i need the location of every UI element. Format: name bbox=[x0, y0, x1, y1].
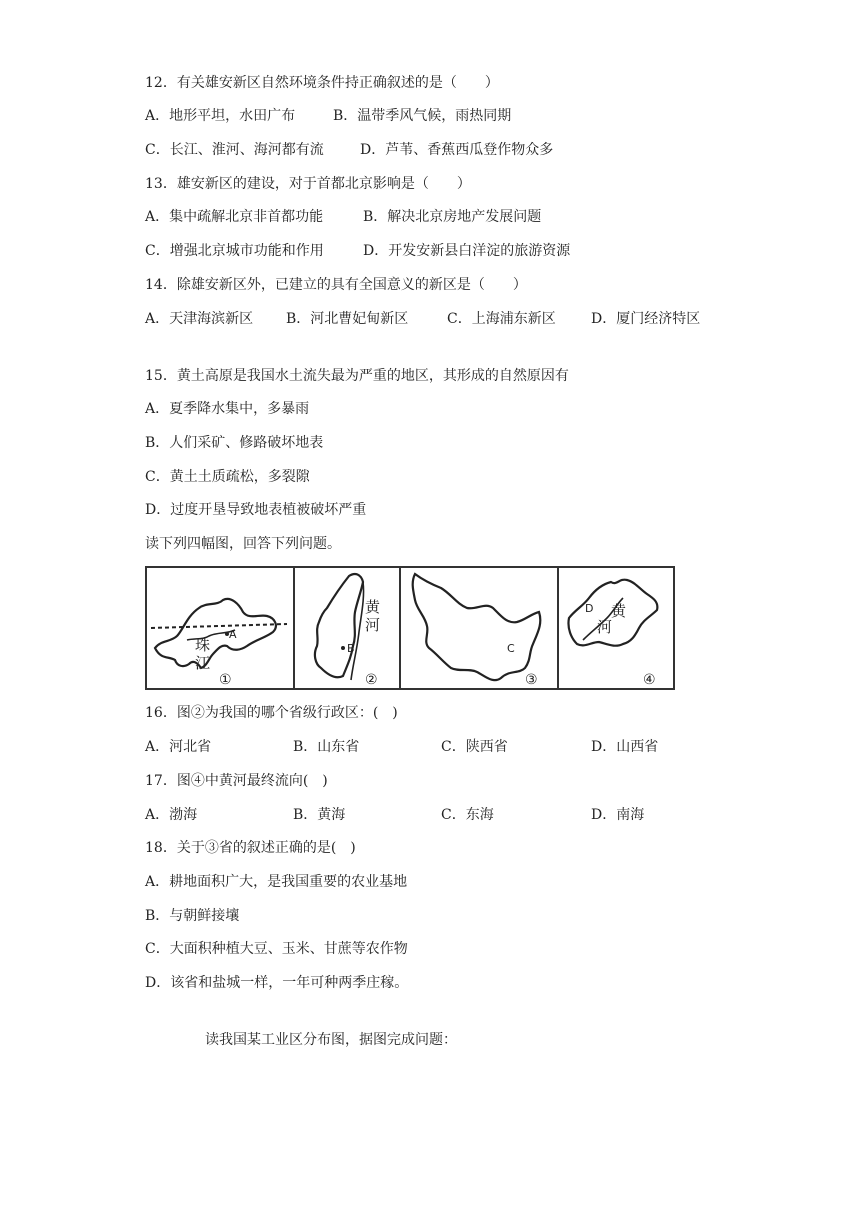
q12-option-d[interactable]: D．芦苇、香蕉西瓜登作物众多 bbox=[360, 142, 554, 158]
q16-option-b[interactable]: B．山东省 bbox=[293, 739, 360, 755]
q16-option-d[interactable]: D．山西省 bbox=[591, 739, 659, 755]
map4-label-he: 河 bbox=[597, 618, 613, 636]
maps-intro: 读下列四幅图，回答下列问题。 bbox=[145, 536, 341, 552]
q18-option-c[interactable]: C．大面积种植大豆、玉米、甘蔗等农作物 bbox=[145, 941, 408, 957]
q13-option-d[interactable]: D．开发安新县白洋淀的旅游资源 bbox=[363, 243, 571, 259]
q15-option-a[interactable]: A．夏季降水集中，多暴雨 bbox=[145, 401, 310, 417]
q16-stem: 16．图②为我国的哪个省级行政区：( ) bbox=[145, 705, 398, 721]
q16-option-c[interactable]: C．陕西省 bbox=[441, 739, 508, 755]
q13-option-c[interactable]: C．增强北京城市功能和作用 bbox=[145, 243, 324, 259]
q17-option-d[interactable]: D．南海 bbox=[591, 807, 645, 823]
q17-option-a[interactable]: A．渤海 bbox=[145, 807, 198, 823]
map4-label-d: D bbox=[585, 602, 594, 615]
q12-option-c[interactable]: C．长江、淮河、海河都有流 bbox=[145, 142, 324, 158]
map-panel-1 bbox=[147, 568, 295, 688]
map2-label-b: B bbox=[347, 642, 355, 655]
q13-stem: 13．雄安新区的建设，对于首都北京影响是（ ） bbox=[145, 176, 471, 192]
q15-stem: 15．黄土高原是我国水土流失最为严重的地区，其形成的自然原因有 bbox=[145, 368, 569, 384]
map4-number: ④ bbox=[643, 672, 656, 688]
map1-label-jiang: 江 bbox=[195, 654, 211, 672]
q14-option-a[interactable]: A．天津海滨新区 bbox=[145, 311, 254, 327]
q17-stem: 17．图④中黄河最终流向( ) bbox=[145, 773, 328, 789]
q15-option-d[interactable]: D．过度开垦导致地表植被破坏严重 bbox=[145, 502, 367, 518]
province-maps-figure bbox=[145, 566, 675, 690]
q14-option-d[interactable]: D．厦门经济特区 bbox=[591, 311, 701, 327]
map-shandong bbox=[559, 568, 673, 688]
q18-option-b[interactable]: B．与朝鲜接壤 bbox=[145, 908, 240, 924]
q15-option-b[interactable]: B．人们采矿、修路破坏地表 bbox=[145, 435, 324, 451]
q18-stem: 18．关于③省的叙述正确的是( ) bbox=[145, 840, 356, 856]
q18-option-d[interactable]: D．该省和盐城一样，一年可种两季庄稼。 bbox=[145, 975, 409, 991]
map-heilongjiang bbox=[401, 568, 557, 688]
map2-label-huang: 黄 bbox=[365, 598, 381, 616]
q13-option-a[interactable]: A．集中疏解北京非首都功能 bbox=[145, 209, 324, 225]
q15-option-c[interactable]: C．黄土土质疏松，多裂隙 bbox=[145, 469, 310, 485]
q14-option-c[interactable]: C．上海浦东新区 bbox=[447, 311, 556, 327]
q16-option-a[interactable]: A．河北省 bbox=[145, 739, 212, 755]
map-panel-3 bbox=[401, 568, 559, 688]
industry-intro: 读我国某工业区分布图，据图完成问题： bbox=[205, 1032, 457, 1048]
q12-option-a[interactable]: A．地形平坦，水田广布 bbox=[145, 108, 296, 124]
map2-label-he: 河 bbox=[365, 616, 381, 634]
q18-option-a[interactable]: A．耕地面积广大，是我国重要的农业基地 bbox=[145, 874, 408, 890]
map-panel-4 bbox=[559, 568, 673, 688]
q12-stem: 12．有关雄安新区自然环境条件持正确叙述的是（ ） bbox=[145, 75, 499, 91]
q14-option-b[interactable]: B．河北曹妃甸新区 bbox=[286, 311, 409, 327]
q17-option-c[interactable]: C．东海 bbox=[441, 807, 494, 823]
q17-option-b[interactable]: B．黄海 bbox=[293, 807, 346, 823]
map1-label-zhu: 珠 bbox=[195, 636, 211, 654]
map3-label-c: C bbox=[507, 642, 515, 655]
map1-label-a: A bbox=[229, 628, 237, 641]
q12-option-b[interactable]: B．温带季风气候，雨热同期 bbox=[333, 108, 512, 124]
map4-label-huang: 黄 bbox=[611, 602, 627, 620]
q14-stem: 14．除雄安新区外，已建立的具有全国意义的新区是（ ） bbox=[145, 277, 527, 293]
map2-number: ② bbox=[365, 672, 378, 688]
map-guangdong bbox=[147, 568, 293, 688]
map3-number: ③ bbox=[525, 672, 538, 688]
map-shanxi bbox=[295, 568, 399, 688]
q13-option-b[interactable]: B．解决北京房地产发展问题 bbox=[363, 209, 542, 225]
map1-number: ① bbox=[219, 672, 232, 688]
map-panel-2 bbox=[295, 568, 401, 688]
